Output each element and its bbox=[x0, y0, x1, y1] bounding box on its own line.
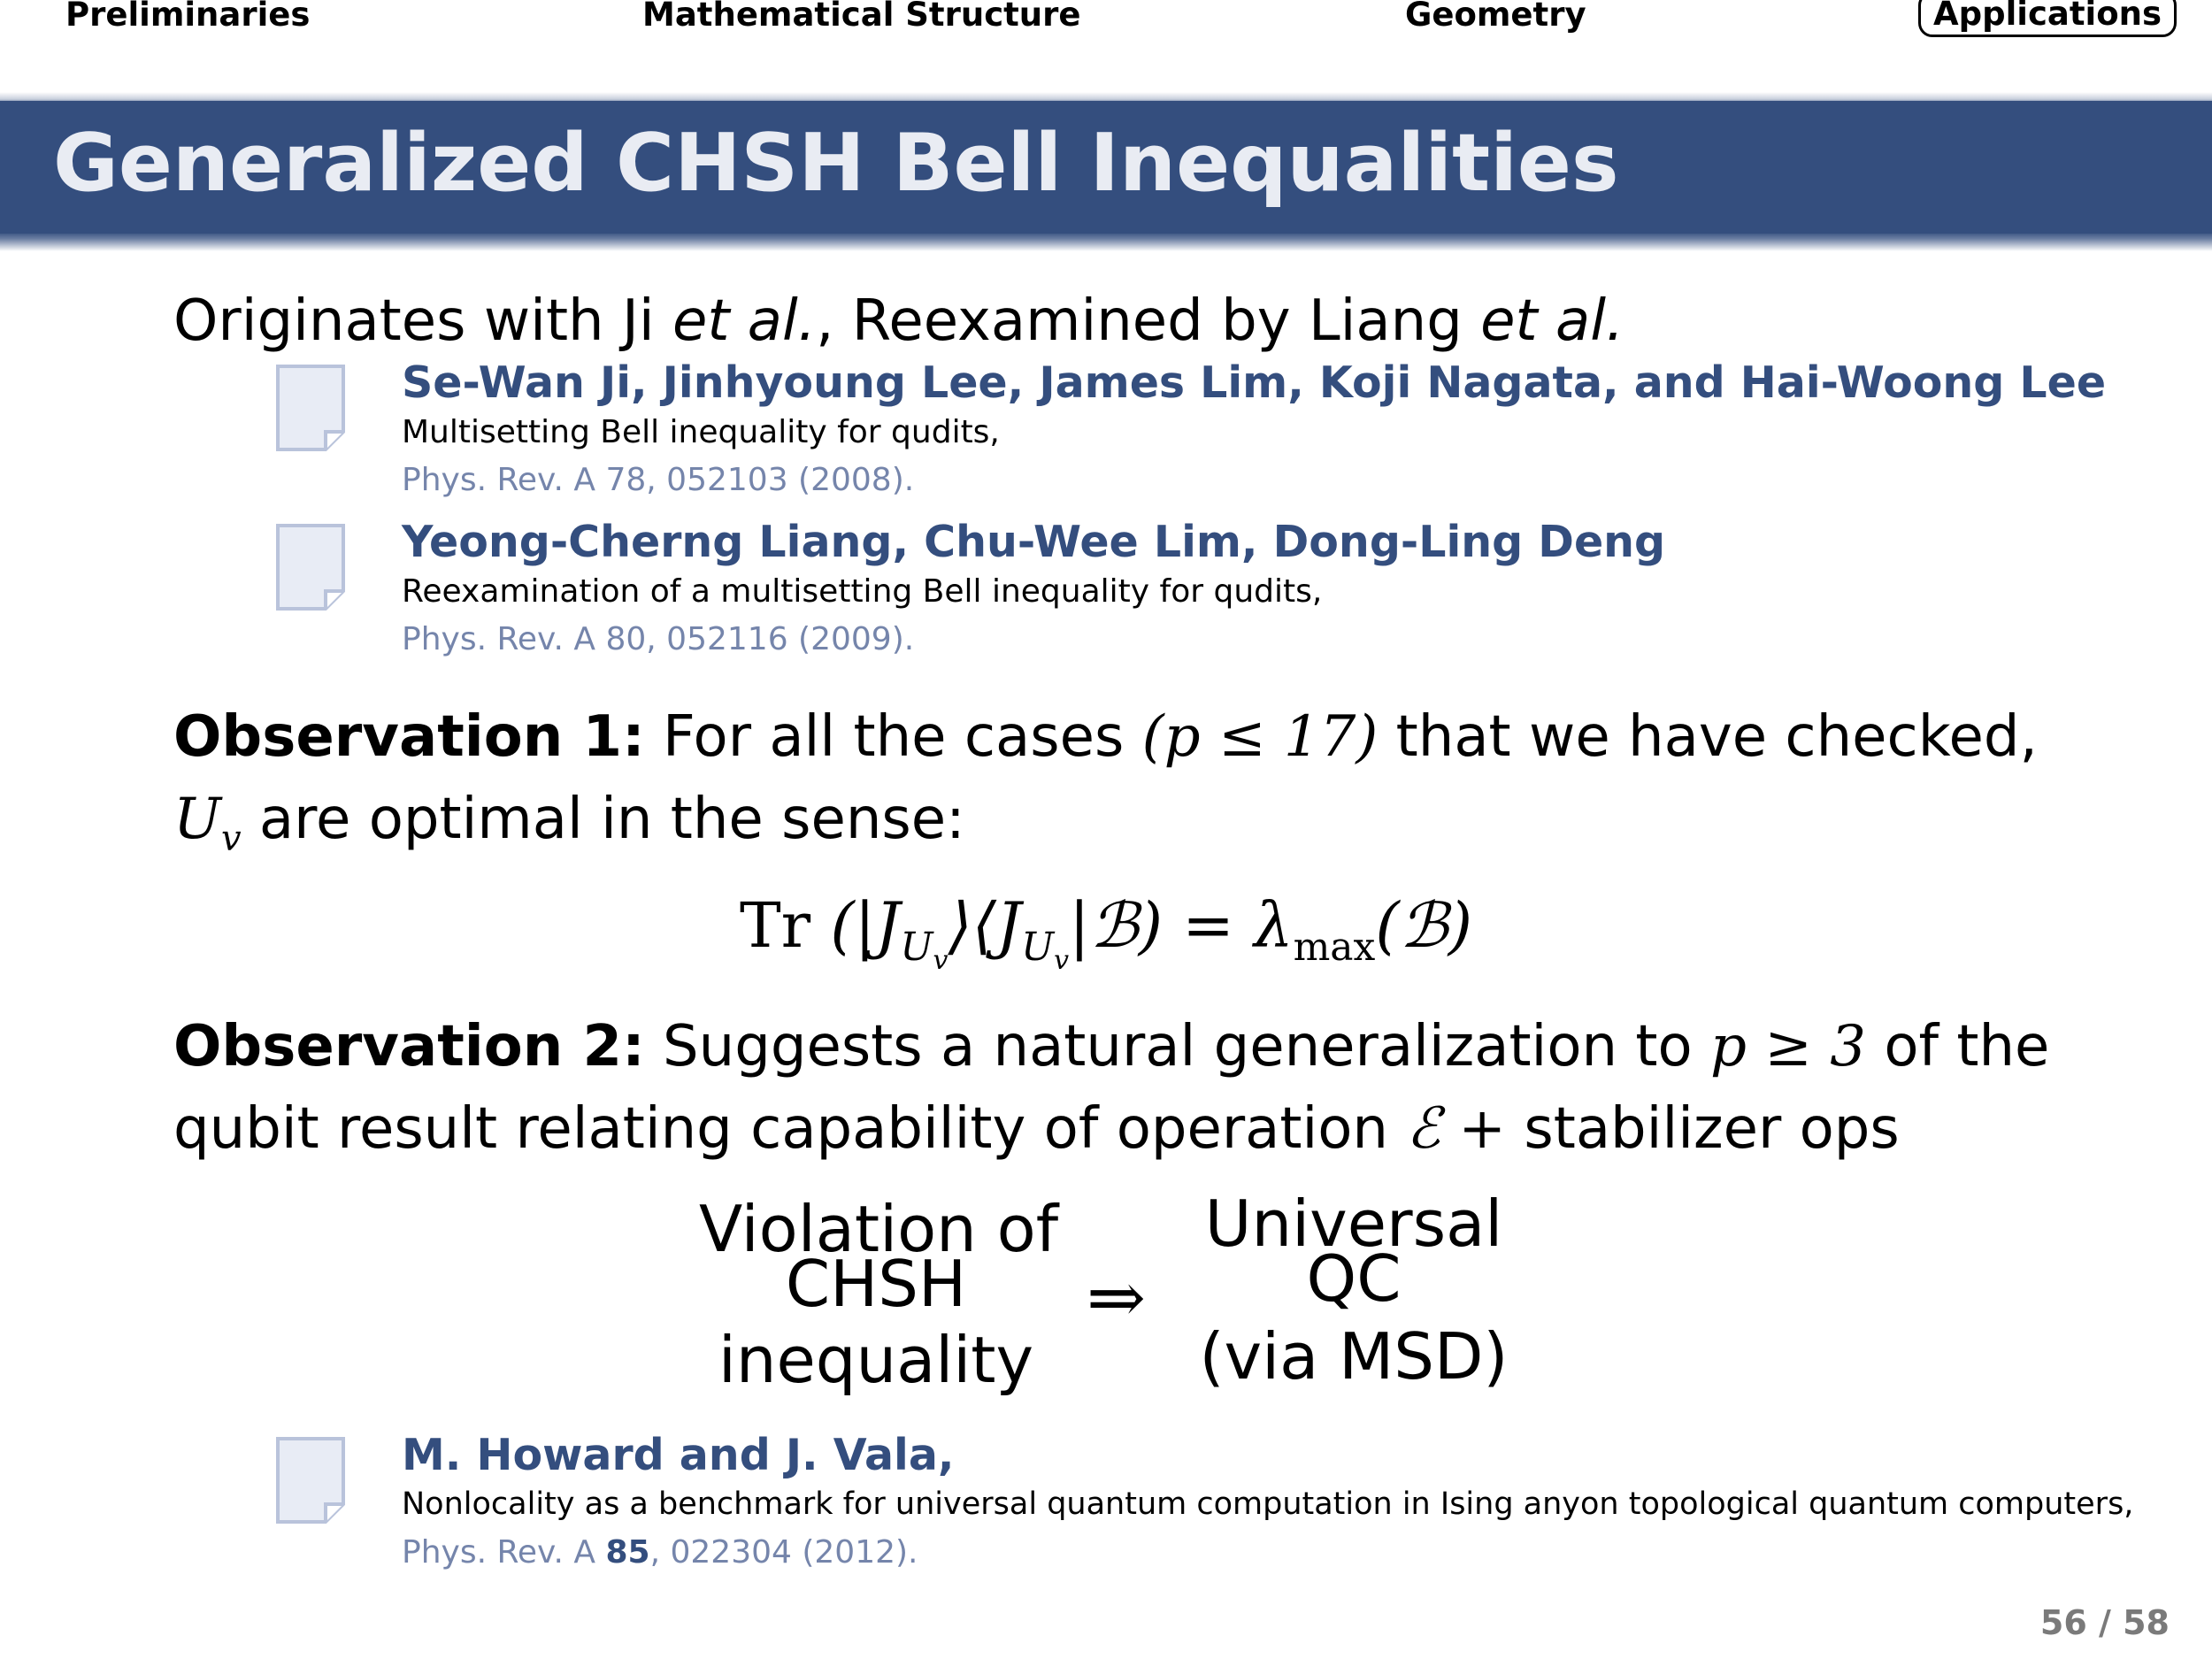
reference-journal: Phys. Rev. A 80, 052116 (2009). bbox=[402, 621, 915, 657]
equation-part: (ℬ) bbox=[1375, 889, 1473, 962]
intro-text-2: , Reexamined by Liang bbox=[816, 288, 1481, 354]
frame-title: Generalized CHSH Bell Inequalities bbox=[53, 117, 1619, 210]
equation-part: (|J bbox=[810, 889, 901, 962]
intro-text-1: Originates with Ji bbox=[173, 288, 672, 354]
observation-2-text: qubit result relating capability of operation bbox=[173, 1096, 1407, 1162]
observation-2-text: Suggests a natural generalization to bbox=[644, 1014, 1710, 1079]
observation-1-line-2 bbox=[173, 784, 965, 874]
reference-journal: Phys. Rev. A 85, 022304 (2012). bbox=[402, 1534, 918, 1571]
equation-trace: Tr bbox=[739, 889, 811, 962]
operator-subscript: v bbox=[220, 818, 242, 859]
equation-subscript-max: max bbox=[1293, 925, 1376, 970]
observation-2-line-1 bbox=[173, 1011, 2049, 1082]
page-number: 56 / 58 bbox=[2039, 1603, 2170, 1642]
implication-left-line: inequality bbox=[718, 1323, 1034, 1397]
observation-2-text: stabilizer ops bbox=[1524, 1096, 1900, 1162]
article-icon bbox=[273, 1435, 349, 1525]
implication-left bbox=[699, 1192, 1059, 1397]
observation-1-text: For all the cases bbox=[644, 704, 1142, 770]
observation-2-label: Observation 2: bbox=[173, 1014, 645, 1079]
implication-right-line: QC bbox=[1306, 1241, 1402, 1316]
intro-line bbox=[173, 286, 1624, 357]
reference-authors: Se-Wan Ji, Jinhyoung Lee, James Lim, Koji Nagata, and Hai-Woong Lee bbox=[402, 357, 2107, 408]
observation-1-line-1 bbox=[173, 702, 2038, 772]
implication-right-line: Universal bbox=[1204, 1187, 1503, 1261]
intro-etal-2: et al. bbox=[1480, 288, 1624, 354]
implication-right-line: (via MSD) bbox=[1199, 1319, 1509, 1394]
journal-volume: 85 bbox=[605, 1534, 650, 1571]
observation-1-condition: (p ≤ 17) bbox=[1141, 704, 1379, 770]
nav-item-applications[interactable]: Applications bbox=[1918, 0, 2177, 37]
article-icon bbox=[273, 363, 349, 453]
reference-title: Nonlocality as a benchmark for universal quantum computation in Ising anyon topological quantum computers, bbox=[402, 1486, 2134, 1522]
nav-item-mathematical-structure[interactable]: Mathematical Structure bbox=[642, 0, 1081, 34]
intro-etal-1: et al. bbox=[672, 288, 817, 354]
operation-symbol: ℰ + bbox=[1406, 1096, 1525, 1162]
implies-arrow: ⇒ bbox=[1087, 1256, 1147, 1339]
observation-1-label: Observation 1: bbox=[173, 704, 645, 770]
reference-journal: Phys. Rev. A 78, 052103 (2008). bbox=[402, 462, 915, 498]
reference-title: Multisetting Bell inequality for qudits, bbox=[402, 414, 1000, 450]
equation-part: |ℬ) = λ bbox=[1069, 889, 1294, 962]
observation-2-line-2 bbox=[173, 1094, 1900, 1164]
equation-part: ⟩⟨J bbox=[948, 889, 1022, 962]
reference-authors: Yeong-Cherng Liang, Chu-Wee Lim, Dong-Ling Deng bbox=[402, 517, 1666, 567]
observation-2-text: of the bbox=[1865, 1014, 2050, 1079]
observation-1-text: are optimal in the sense: bbox=[241, 787, 965, 852]
reference-authors: M. Howard and J. Vala, bbox=[402, 1430, 955, 1480]
implication-right bbox=[1177, 1187, 1531, 1394]
nav-item-geometry[interactable]: Geometry bbox=[1405, 0, 1586, 34]
implication-left-line: CHSH bbox=[785, 1247, 967, 1321]
section-navigation bbox=[0, 0, 2212, 53]
equation-subscript: Uv bbox=[900, 925, 949, 976]
reference-title: Reexamination of a multisetting Bell inequality for qudits, bbox=[402, 573, 1323, 610]
observation-1-text: that we have checked, bbox=[1378, 704, 2038, 770]
implication-left-line: Violation of bbox=[699, 1192, 1059, 1266]
optimality-equation bbox=[0, 889, 2212, 976]
observation-2-condition: p ≥ 3 bbox=[1709, 1014, 1866, 1079]
nav-item-preliminaries[interactable]: Preliminaries bbox=[65, 0, 311, 34]
equation-subscript: Uv bbox=[1021, 925, 1070, 976]
operator-symbol: U bbox=[173, 787, 221, 852]
article-icon bbox=[273, 522, 349, 612]
